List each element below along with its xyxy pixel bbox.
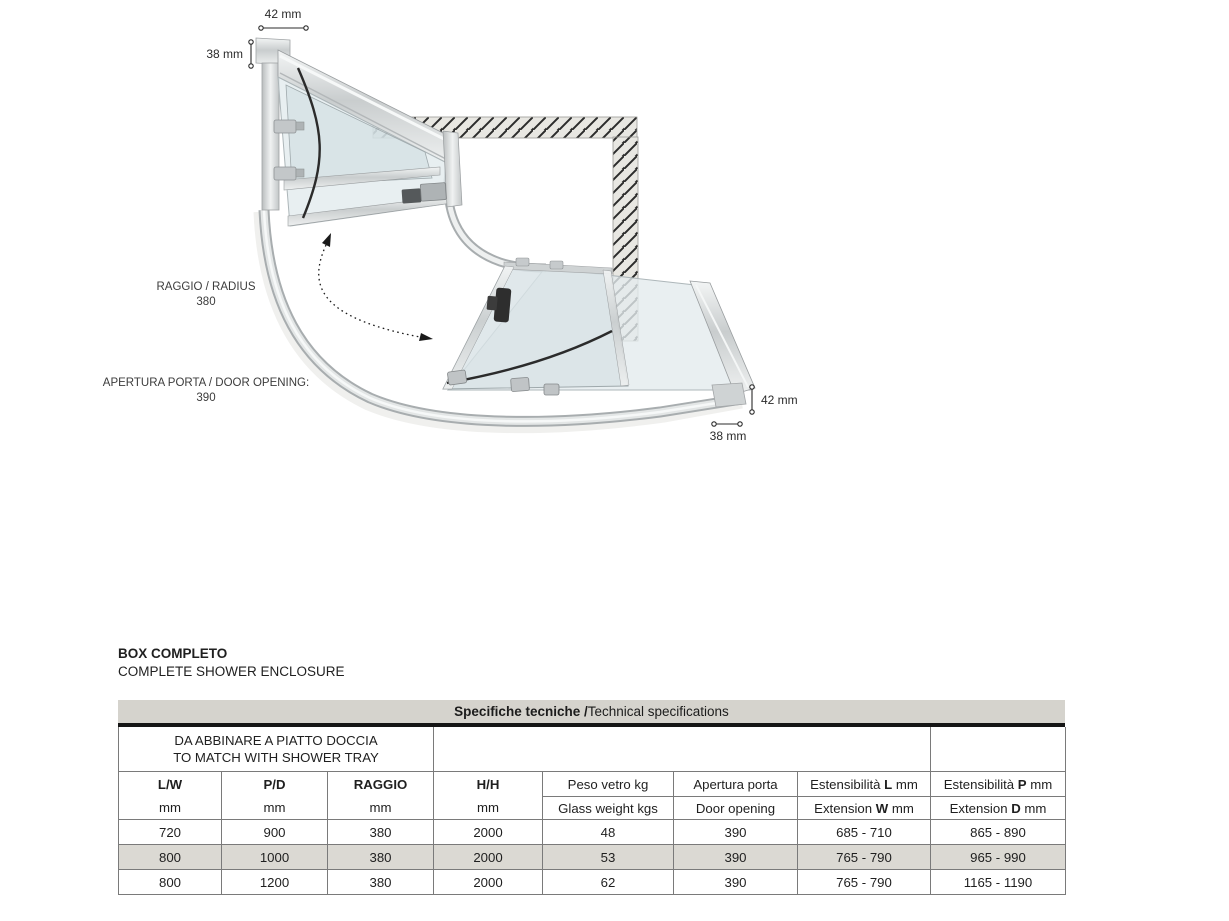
table-cell: 53 xyxy=(543,845,674,870)
table-cell: 380 xyxy=(328,845,434,870)
swing-direction-arrow xyxy=(319,233,433,341)
svg-text:38 mm: 38 mm xyxy=(709,429,747,443)
door-opening-label xyxy=(103,377,309,404)
table-cell: 62 xyxy=(543,870,674,895)
spec-header-bar xyxy=(118,700,1065,723)
svg-text:42 mm: 42 mm xyxy=(264,7,302,21)
col-header-pd: P/D mm xyxy=(222,772,328,820)
table-cell: 965 - 990 xyxy=(931,845,1066,870)
table-row-match-note xyxy=(119,727,1066,772)
svg-text:RAGGIO / RADIUS: RAGGIO / RADIUS xyxy=(156,281,256,293)
shower-enclosure-diagram xyxy=(0,0,830,470)
match-note-line1: DA ABBINARE A PIATTO DOCCIA xyxy=(174,733,378,748)
col-header-extension-d-en: Extension D mm xyxy=(931,797,1066,820)
col-header-lw: L/W mm xyxy=(119,772,222,820)
corner-rail xyxy=(448,158,546,268)
spec-header-bold: Specifiche tecniche / xyxy=(454,704,588,719)
col-header-extension-w-en: Extension W mm xyxy=(798,797,931,820)
table-cell: 765 - 790 xyxy=(798,845,931,870)
table-cell: 390 xyxy=(674,845,798,870)
table-cell: 800 xyxy=(119,845,222,870)
table-cell: 390 xyxy=(674,870,798,895)
section-title-en: COMPLETE SHOWER ENCLOSURE xyxy=(118,664,345,679)
empty-cell xyxy=(434,727,931,772)
dimension-right-height xyxy=(750,385,798,414)
table-cell: 2000 xyxy=(434,820,543,845)
match-note-cell xyxy=(119,727,434,772)
table-cell: 1000 xyxy=(222,845,328,870)
table-cell: 380 xyxy=(328,870,434,895)
table-cell: 2000 xyxy=(434,845,543,870)
table-cell: 2000 xyxy=(434,870,543,895)
table-row xyxy=(119,845,1066,870)
table-cell: 900 xyxy=(222,820,328,845)
dimension-left-height xyxy=(206,40,253,68)
sliding-door-panel xyxy=(443,262,629,389)
svg-text:380: 380 xyxy=(196,296,216,308)
match-note-line2: TO MATCH WITH SHOWER TRAY xyxy=(173,750,379,765)
col-header-glass-weight-it: Peso vetro kg xyxy=(543,772,674,797)
col-header-hh: H/H mm xyxy=(434,772,543,820)
section-title xyxy=(118,645,345,681)
col-header-extension-l-it: Estensibilità L mm xyxy=(798,772,931,797)
table-cell: 48 xyxy=(543,820,674,845)
dimension-top-width xyxy=(259,7,308,30)
svg-text:42 mm: 42 mm xyxy=(761,393,798,407)
col-header-glass-weight-en: Glass weight kgs xyxy=(543,797,674,820)
empty-cell xyxy=(931,727,1066,772)
table-cell: 865 - 890 xyxy=(931,820,1066,845)
svg-text:390: 390 xyxy=(196,392,216,404)
table-cell: 390 xyxy=(674,820,798,845)
svg-text:APERTURA PORTA / DOOR OPENING:: APERTURA PORTA / DOOR OPENING: xyxy=(102,377,310,389)
table-cell: 765 - 790 xyxy=(798,870,931,895)
radius-label xyxy=(156,281,255,308)
col-header-extension-p-it: Estensibilità P mm xyxy=(931,772,1066,797)
table-cell: 380 xyxy=(328,820,434,845)
section-title-it: BOX COMPLETO xyxy=(118,646,228,661)
table-row xyxy=(119,820,1066,845)
table-cell: 685 - 710 xyxy=(798,820,931,845)
dimension-bottom-width xyxy=(710,422,747,443)
table-cell: 720 xyxy=(119,820,222,845)
spec-header-regular: Technical specifications xyxy=(587,704,729,719)
table-cell: 1200 xyxy=(222,870,328,895)
table-row xyxy=(119,870,1066,895)
table-header-row-1 xyxy=(119,772,1066,797)
col-header-door-opening-it: Apertura porta xyxy=(674,772,798,797)
col-header-door-opening-en: Door opening xyxy=(674,797,798,820)
col-header-raggio: RAGGIO mm xyxy=(328,772,434,820)
svg-text:38 mm: 38 mm xyxy=(206,47,243,61)
spec-table xyxy=(118,727,1066,895)
table-cell: 800 xyxy=(119,870,222,895)
table-cell: 1165 - 1190 xyxy=(931,870,1066,895)
